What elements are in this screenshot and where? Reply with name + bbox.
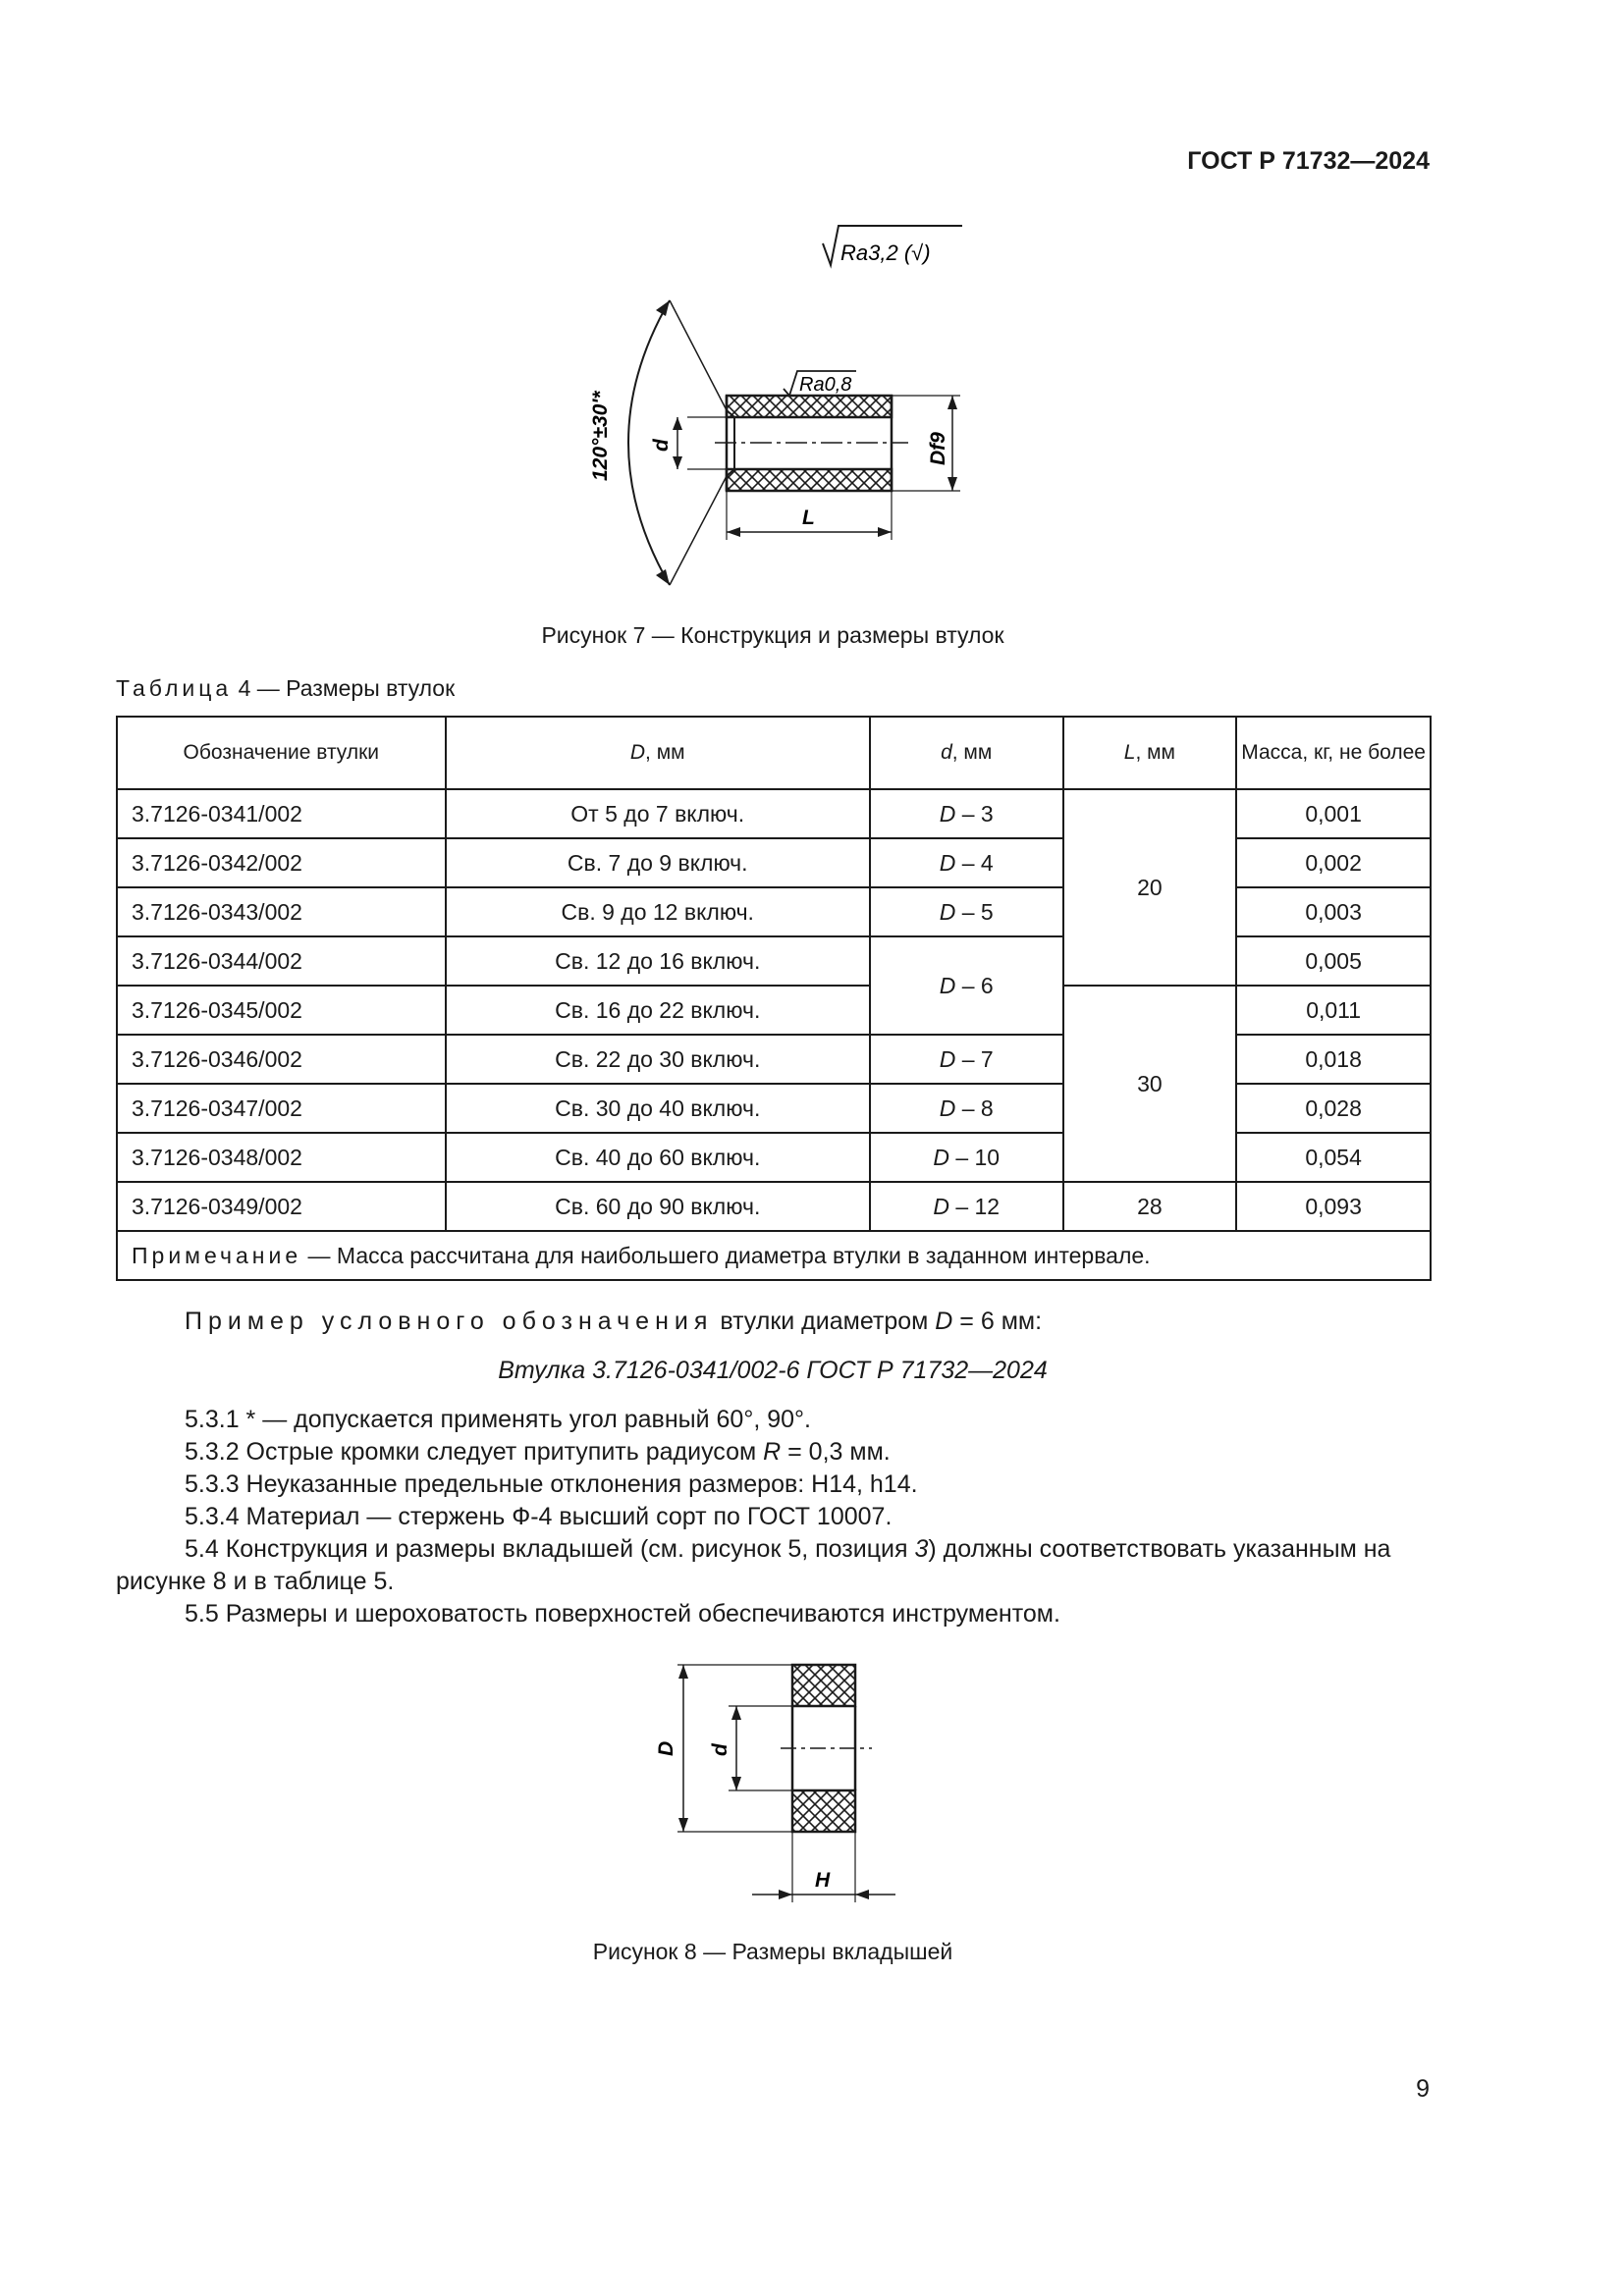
header-d: d, мм: [870, 717, 1063, 789]
fig8-dim-d-label: d: [709, 1743, 731, 1756]
table-row: 3.7126-0349/002 Св. 60 до 90 включ. D – 12 28 0,093: [117, 1182, 1431, 1231]
insert-wall-top: [792, 1665, 855, 1706]
L-group-28: 28: [1063, 1182, 1237, 1231]
L-group-20: 20: [1063, 789, 1237, 986]
roughness-general-symbol: [823, 226, 962, 265]
insert-wall-bottom: [792, 1790, 855, 1832]
bushing-wall-top: [727, 396, 892, 417]
table-row: 3.7126-0345/002 Св. 16 до 22 включ. 30 0,011: [117, 986, 1431, 1035]
figure-8-drawing: [638, 1651, 913, 1906]
header-L: L, мм: [1063, 717, 1237, 789]
paragraph-5-4: 5.4 Конструкция и размеры вкладышей (см. рисунок 5, позиция 3) должны соответствовать указанным на рисунке 8 и в таблице 5.: [116, 1535, 1391, 1595]
table-row: 3.7126-0344/002 Св. 12 до 16 включ. D – 6 0,005: [117, 936, 1431, 986]
header-designation: Обозначение втулки: [117, 717, 446, 789]
table-row: 3.7126-0346/002 Св. 22 до 30 включ. D – 7 0,018: [117, 1035, 1431, 1084]
table-header-row: [117, 717, 1431, 789]
dim-L-label: L: [802, 507, 815, 529]
dim-d-label: d: [650, 439, 673, 452]
page-number: 9: [1416, 2075, 1430, 2103]
header-D: D, мм: [446, 717, 870, 789]
table-row: 3.7126-0343/002 Св. 9 до 12 включ. D – 5 0,003: [117, 887, 1431, 936]
table-note-row: Примечание — Масса рассчитана для наибольшего диаметра втулки в заданном интервале.: [117, 1231, 1431, 1280]
fig8-dim-D-label: D: [655, 1740, 677, 1756]
example-designation: Втулка 3.7126-0341/002-6 ГОСТ Р 71732—2024: [498, 1357, 1048, 1384]
roughness-bore-text: Ra0,8: [799, 374, 852, 396]
table-row: 3.7126-0341/002 От 5 до 7 включ. D – 3 20 0,001: [117, 789, 1431, 838]
L-group-30: 30: [1063, 986, 1237, 1182]
bushing-wall-bottom: [727, 469, 892, 491]
roughness-bore-symbol: [784, 371, 856, 396]
header-mass: Масса, кг, не более: [1236, 717, 1431, 789]
angle-label: 120°±30'*: [589, 391, 612, 481]
table-row: 3.7126-0348/002 Св. 40 до 60 включ. D – 10 0,054: [117, 1133, 1431, 1182]
table-row: 3.7126-0342/002 Св. 7 до 9 включ. D – 4 0,002: [117, 838, 1431, 887]
paragraph-5-3-3: 5.3.3 Неуказанные предельные отклонения размеров: H14, h14.: [185, 1470, 918, 1498]
document-id: ГОСТ Р 71732—2024: [1187, 147, 1430, 175]
paragraph-5-3-1: 5.3.1 * — допускается применять угол равный 60°, 90°.: [185, 1406, 811, 1433]
paragraph-5-3-2: 5.3.2 Острые кромки следует притупить радиусом R = 0,3 мм.: [185, 1438, 891, 1466]
table-row: 3.7126-0347/002 Св. 30 до 40 включ. D – 8 0,028: [117, 1084, 1431, 1133]
roughness-general-text: Ra3,2 (√): [840, 240, 931, 265]
table-4-title: Таблица 4 — Размеры втулок: [116, 675, 456, 701]
fig8-dim-H-label: H: [815, 1869, 831, 1892]
dim-D-label: Df9: [927, 432, 949, 465]
paragraph-5-5: 5.5 Размеры и шероховатость поверхностей обеспечиваются инструментом.: [185, 1600, 1060, 1628]
figure-8-caption: Рисунок 8 — Размеры вкладышей: [592, 1939, 953, 1964]
example-line: Пример условного обозначения втулки диаметром D = 6 мм:: [185, 1308, 1043, 1335]
figure-7-drawing: [569, 224, 982, 597]
paragraph-5-3-4: 5.3.4 Материал — стержень Ф-4 высший сорт по ГОСТ 10007.: [185, 1503, 893, 1530]
body-paragraphs: [116, 1404, 1432, 1630]
figure-7-caption: Рисунок 7 — Конструкция и размеры втулок: [541, 622, 1004, 648]
table-4: [116, 716, 1432, 1281]
